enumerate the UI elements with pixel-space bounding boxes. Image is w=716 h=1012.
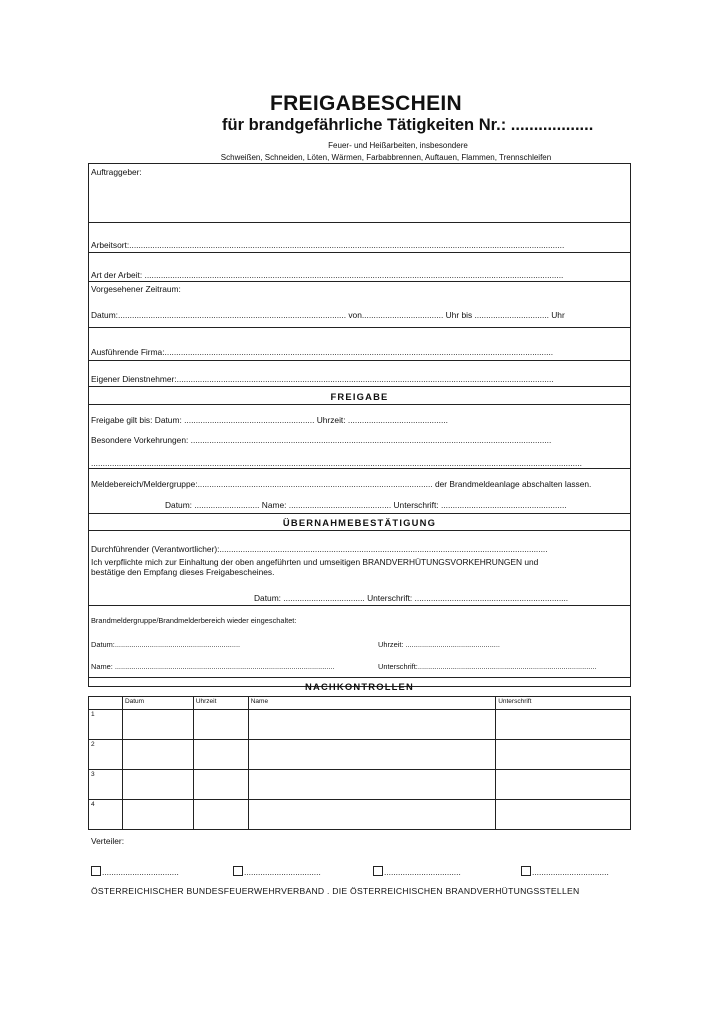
vorkehrungen-field[interactable]: Besondere Vorkehrungen: ........................................................................................................................................................... [91,435,552,445]
nachkontrollen-heading: NACHKONTROLLEN [305,681,414,692]
divider [88,468,631,469]
art-der-arbeit-field[interactable]: Art der Arbeit: .................................................................................................................................................................................... [91,270,564,280]
col-header-datum: Datum [122,697,193,710]
dienstnehmer-field[interactable]: Eigener Dienstnehmer:.................................................................................................................................................................. [91,374,554,384]
cell-name[interactable] [248,800,495,830]
verteiler-item-text: ................................. [244,867,321,877]
footer-organizations: ÖSTERREICHISCHER BUNDESFEUERWEHRVERBAND . DIE ÖSTERREICHISCHEN BRANDVERHÜTUNGSSTELLEN [91,886,580,896]
cell-datum[interactable] [122,800,193,830]
subtitle-line-2: Feuer- und Heißarbeiten, insbesondere [328,141,468,150]
table-row [89,800,631,830]
col-header-name: Name [248,697,495,710]
verpflichtung-text-1: Ich verpflichte mich zur Einhaltung der oben angeführten und umseitigen BRANDVERHÜTUNGSVORKEHRUNGEN und [91,557,539,567]
col-header-nr [89,697,123,710]
wieder-uhrzeit-field[interactable]: Uhrzeit: .............................................. [378,640,500,649]
divider [88,386,631,387]
table-row [89,770,631,800]
zeitraum-label: Vorgesehener Zeitraum: [91,284,181,294]
cell-uhrzeit[interactable] [193,710,248,740]
freigabe-gilt-bis-field[interactable]: Freigabe gilt bis: Datum: ........................................................ Uhrzeit: ........................................... [91,415,448,425]
cell-name[interactable] [248,770,495,800]
durchfuehrender-field[interactable]: Durchführender (Verantwortlicher):............................................................................................................................................. [91,544,548,554]
table-row [89,710,631,740]
verteiler-item-2[interactable] [233,866,321,877]
divider [88,513,631,514]
cell-datum[interactable] [122,770,193,800]
divider [88,605,631,606]
checkbox[interactable] [521,866,531,876]
table-row [89,740,631,770]
divider [88,327,631,328]
verteiler-item-text: ................................. [102,867,179,877]
document-subtitle: für brandgefährliche Tätigkeiten Nr.: .................. [222,116,594,134]
cell-datum[interactable] [122,740,193,770]
checkbox[interactable] [91,866,101,876]
divider [88,677,631,678]
divider [88,404,631,405]
checkbox[interactable] [373,866,383,876]
verteiler-label: Verteiler: [91,836,125,846]
cell-uhrzeit[interactable] [193,800,248,830]
wieder-name-field[interactable]: Name: ........................................................................................................... [91,662,335,671]
verteiler-item-text: ................................. [532,867,609,877]
divider [88,281,631,282]
divider [88,252,631,253]
col-header-uhrzeit: Uhrzeit [193,697,248,710]
cell-name[interactable] [248,710,495,740]
firma-field[interactable]: Ausführende Firma:....................................................................................................................................................................... [91,347,554,357]
wieder-datum-field[interactable]: Datum:............................................................. [91,640,241,649]
cell-unterschrift[interactable] [496,800,631,830]
row-number: 4 [89,800,123,830]
verteiler-item-3[interactable] [373,866,461,877]
divider [88,222,631,223]
uebernahme-heading: ÜBERNAHMEBESTÄTIGUNG [282,517,437,528]
auftraggeber-field[interactable]: Auftraggeber: [91,167,142,177]
vorkehrungen-line-2[interactable]: ................................................................................................................................................................................................................... [91,458,582,468]
verpflichtung-text-2: bestätige den Empfang dieses Freigabescheines. [91,567,275,577]
table-header-row [89,697,631,710]
wieder-unterschrift-field[interactable]: Unterschrift:....................................................................................... [378,662,597,671]
cell-unterschrift[interactable] [496,740,631,770]
subtitle-line-3: Schweißen, Schneiden, Löten, Wärmen, Farbabbrennen, Auftauen, Flammen, Trennschleifen [220,153,552,162]
cell-uhrzeit[interactable] [193,740,248,770]
col-header-unterschrift: Unterschrift [496,697,631,710]
zeitraum-datum-field[interactable]: Datum:.................................................................................................. von................................... Uhr bis ................................ Uhr [91,310,565,320]
meldebereich-field[interactable]: Meldebereich/Meldergruppe:..................................................................................................... der Brandmeldeanlage abschalten lassen. [91,479,592,489]
verteiler-item-1[interactable] [91,866,179,877]
cell-unterschrift[interactable] [496,710,631,740]
nachkontrollen-table [88,696,631,830]
row-number: 3 [89,770,123,800]
cell-unterschrift[interactable] [496,770,631,800]
arbeitsort-field[interactable]: Arbeitsort:........................................................................................................................................................................................... [91,240,565,250]
divider [88,360,631,361]
verteiler-item-text: ................................. [384,867,461,877]
divider [88,530,631,531]
row-number: 1 [89,710,123,740]
verteiler-item-4[interactable] [521,866,609,877]
row-number: 2 [89,740,123,770]
cell-uhrzeit[interactable] [193,770,248,800]
cell-datum[interactable] [122,710,193,740]
document-title: FREIGABESCHEIN [269,92,463,115]
freigabe-signature-line[interactable]: Datum: ............................ Name: ............................................ Unterschrift: ...................................................... [165,500,567,510]
wieder-eingeschaltet-label: Brandmeldergruppe/Brandmelderbereich wieder eingeschaltet: [91,616,297,625]
freigabe-heading: FREIGABE [330,391,389,402]
cell-name[interactable] [248,740,495,770]
uebernahme-signature-line[interactable]: Datum: ................................... Unterschrift: .................................................................. [254,593,569,603]
checkbox[interactable] [233,866,243,876]
